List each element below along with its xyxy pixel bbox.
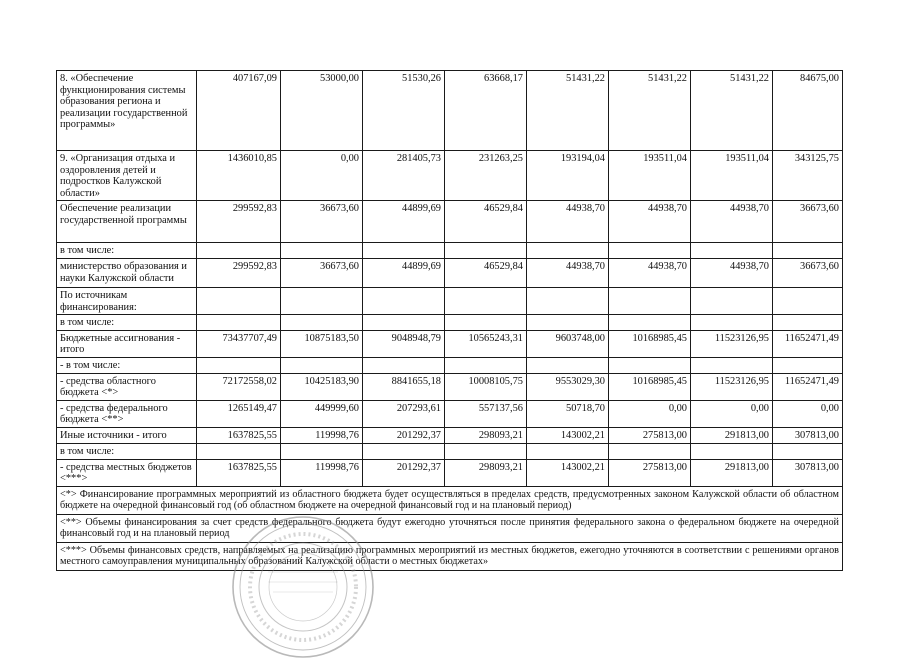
cell-value xyxy=(363,443,445,459)
row-label: - в том числе: xyxy=(57,357,197,373)
cell-value xyxy=(445,243,527,259)
cell-value xyxy=(773,243,843,259)
cell-value xyxy=(363,357,445,373)
cell-value xyxy=(363,315,445,331)
footnote-row xyxy=(57,486,843,514)
cell-value xyxy=(281,287,363,314)
cell-value: 275813,00 xyxy=(609,459,691,486)
row-label: Иные источники - итого xyxy=(57,427,197,443)
row-label: - средства местных бюджетов <***> xyxy=(57,459,197,486)
row-label: в том числе: xyxy=(57,315,197,331)
cell-value: 1265149,47 xyxy=(197,400,281,427)
cell-value: 73437707,49 xyxy=(197,330,281,357)
row-label: 8. «Обеспечение функционирования системы образования региона и реализации государственной программы» xyxy=(57,71,197,151)
cell-value: 193511,04 xyxy=(691,151,773,201)
cell-value: 36673,60 xyxy=(281,258,363,287)
cell-value: 8841655,18 xyxy=(363,373,445,400)
footnote-row xyxy=(57,514,843,542)
cell-value xyxy=(527,243,609,259)
financing-table xyxy=(56,70,843,571)
table-row xyxy=(57,151,843,201)
cell-value: 10425183,90 xyxy=(281,373,363,400)
cell-value: 10168985,45 xyxy=(609,373,691,400)
table-row xyxy=(57,427,843,443)
cell-value: 51431,22 xyxy=(609,71,691,151)
table-row xyxy=(57,71,843,151)
cell-value: 307813,00 xyxy=(773,427,843,443)
table-row xyxy=(57,243,843,259)
cell-value: 46529,84 xyxy=(445,201,527,243)
cell-value: 193511,04 xyxy=(609,151,691,201)
cell-value: 46529,84 xyxy=(445,258,527,287)
cell-value: 557137,56 xyxy=(445,400,527,427)
cell-value: 44938,70 xyxy=(527,258,609,287)
cell-value xyxy=(609,443,691,459)
cell-value: 50718,70 xyxy=(527,400,609,427)
cell-value xyxy=(773,443,843,459)
cell-value: 298093,21 xyxy=(445,427,527,443)
cell-value xyxy=(691,357,773,373)
cell-value: 10875183,50 xyxy=(281,330,363,357)
cell-value: 1637825,55 xyxy=(197,459,281,486)
cell-value: 72172558,02 xyxy=(197,373,281,400)
table-row xyxy=(57,258,843,287)
table-row xyxy=(57,373,843,400)
cell-value: 11523126,95 xyxy=(691,330,773,357)
footnote-local-budgets: <***> Объемы финансовых средств, направляемых на реализацию программных мероприятий из местных бюджетов, ежегодно уточняются в соответствии с решениями органов местного самоуправления муниципальных образований Калужской области о местных бюджетах» xyxy=(57,542,843,570)
cell-value: 298093,21 xyxy=(445,459,527,486)
table-row xyxy=(57,287,843,314)
cell-value xyxy=(281,357,363,373)
cell-value xyxy=(527,443,609,459)
cell-value: 51431,22 xyxy=(527,71,609,151)
cell-value: 44938,70 xyxy=(609,201,691,243)
cell-value xyxy=(609,315,691,331)
row-label: Бюджетные ассигнования - итого xyxy=(57,330,197,357)
cell-value: 231263,25 xyxy=(445,151,527,201)
cell-value: 291813,00 xyxy=(691,459,773,486)
table-row xyxy=(57,400,843,427)
cell-value xyxy=(445,357,527,373)
cell-value: 407167,09 xyxy=(197,71,281,151)
cell-value xyxy=(691,443,773,459)
cell-value: 119998,76 xyxy=(281,427,363,443)
table-row xyxy=(57,330,843,357)
cell-value: 44938,70 xyxy=(527,201,609,243)
cell-value xyxy=(197,243,281,259)
cell-value: 207293,61 xyxy=(363,400,445,427)
cell-value: 10565243,31 xyxy=(445,330,527,357)
cell-value: 36673,60 xyxy=(281,201,363,243)
table-row xyxy=(57,459,843,486)
cell-value xyxy=(691,315,773,331)
cell-value: 299592,83 xyxy=(197,201,281,243)
cell-value: 44899,69 xyxy=(363,258,445,287)
cell-value: 44938,70 xyxy=(609,258,691,287)
cell-value xyxy=(445,315,527,331)
table-row xyxy=(57,357,843,373)
cell-value: 0,00 xyxy=(281,151,363,201)
cell-value xyxy=(527,315,609,331)
row-label: министерство образования и науки Калужской области xyxy=(57,258,197,287)
row-label: По источникам финансирования: xyxy=(57,287,197,314)
cell-value: 0,00 xyxy=(609,400,691,427)
cell-value: 1637825,55 xyxy=(197,427,281,443)
cell-value xyxy=(197,315,281,331)
cell-value: 11523126,95 xyxy=(691,373,773,400)
footnote-row xyxy=(57,542,843,570)
cell-value xyxy=(773,315,843,331)
cell-value xyxy=(363,287,445,314)
cell-value xyxy=(281,315,363,331)
cell-value: 449999,60 xyxy=(281,400,363,427)
cell-value xyxy=(773,287,843,314)
cell-value: 193194,04 xyxy=(527,151,609,201)
cell-value: 0,00 xyxy=(691,400,773,427)
cell-value: 201292,37 xyxy=(363,427,445,443)
cell-value: 36673,60 xyxy=(773,201,843,243)
cell-value: 51431,22 xyxy=(691,71,773,151)
cell-value xyxy=(691,287,773,314)
cell-value: 201292,37 xyxy=(363,459,445,486)
cell-value: 63668,17 xyxy=(445,71,527,151)
row-label: в том числе: xyxy=(57,243,197,259)
cell-value xyxy=(773,357,843,373)
cell-value xyxy=(609,243,691,259)
table-row xyxy=(57,315,843,331)
row-label: 9. «Организация отдыха и оздоровления детей и подростков Калужской области» xyxy=(57,151,197,201)
row-label: - средства федерального бюджета <**> xyxy=(57,400,197,427)
cell-value: 9048948,79 xyxy=(363,330,445,357)
cell-value xyxy=(445,443,527,459)
cell-value: 9603748,00 xyxy=(527,330,609,357)
cell-value xyxy=(609,357,691,373)
cell-value xyxy=(363,243,445,259)
row-label: в том числе: xyxy=(57,443,197,459)
cell-value: 44899,69 xyxy=(363,201,445,243)
cell-value xyxy=(609,287,691,314)
cell-value: 44938,70 xyxy=(691,258,773,287)
cell-value: 11652471,49 xyxy=(773,330,843,357)
cell-value: 143002,21 xyxy=(527,427,609,443)
cell-value: 343125,75 xyxy=(773,151,843,201)
cell-value: 36673,60 xyxy=(773,258,843,287)
table-row xyxy=(57,443,843,459)
cell-value: 10008105,75 xyxy=(445,373,527,400)
cell-value: 51530,26 xyxy=(363,71,445,151)
cell-value xyxy=(527,357,609,373)
cell-value: 119998,76 xyxy=(281,459,363,486)
cell-value xyxy=(691,243,773,259)
cell-value: 44938,70 xyxy=(691,201,773,243)
cell-value: 275813,00 xyxy=(609,427,691,443)
cell-value: 291813,00 xyxy=(691,427,773,443)
cell-value xyxy=(527,287,609,314)
cell-value xyxy=(197,287,281,314)
cell-value xyxy=(281,443,363,459)
cell-value xyxy=(281,243,363,259)
cell-value: 84675,00 xyxy=(773,71,843,151)
cell-value: 143002,21 xyxy=(527,459,609,486)
cell-value: 0,00 xyxy=(773,400,843,427)
cell-value: 9553029,30 xyxy=(527,373,609,400)
cell-value xyxy=(197,443,281,459)
row-label: - средства областного бюджета <*> xyxy=(57,373,197,400)
footnote-federal-budget: <**> Объемы финансирования за счет средств федерального бюджета будут ежегодно уточняться после принятия федерального закона о федеральном бюджете на очередной финансовый год и на плановый период xyxy=(57,514,843,542)
footnote-regional-budget: <*> Финансирование программных мероприятий из областного бюджета будет осуществляться в пределах средств, предусмотренных законом Калужской области об областном бюджете на очередной финансовый год (об областном бюджете на очередной финансовый год и на плановый период) xyxy=(57,486,843,514)
cell-value xyxy=(445,287,527,314)
table-row xyxy=(57,201,843,243)
cell-value: 10168985,45 xyxy=(609,330,691,357)
cell-value xyxy=(197,357,281,373)
cell-value: 307813,00 xyxy=(773,459,843,486)
cell-value: 299592,83 xyxy=(197,258,281,287)
row-label: Обеспечение реализации государственной программы xyxy=(57,201,197,243)
cell-value: 281405,73 xyxy=(363,151,445,201)
cell-value: 11652471,49 xyxy=(773,373,843,400)
cell-value: 1436010,85 xyxy=(197,151,281,201)
cell-value: 53000,00 xyxy=(281,71,363,151)
